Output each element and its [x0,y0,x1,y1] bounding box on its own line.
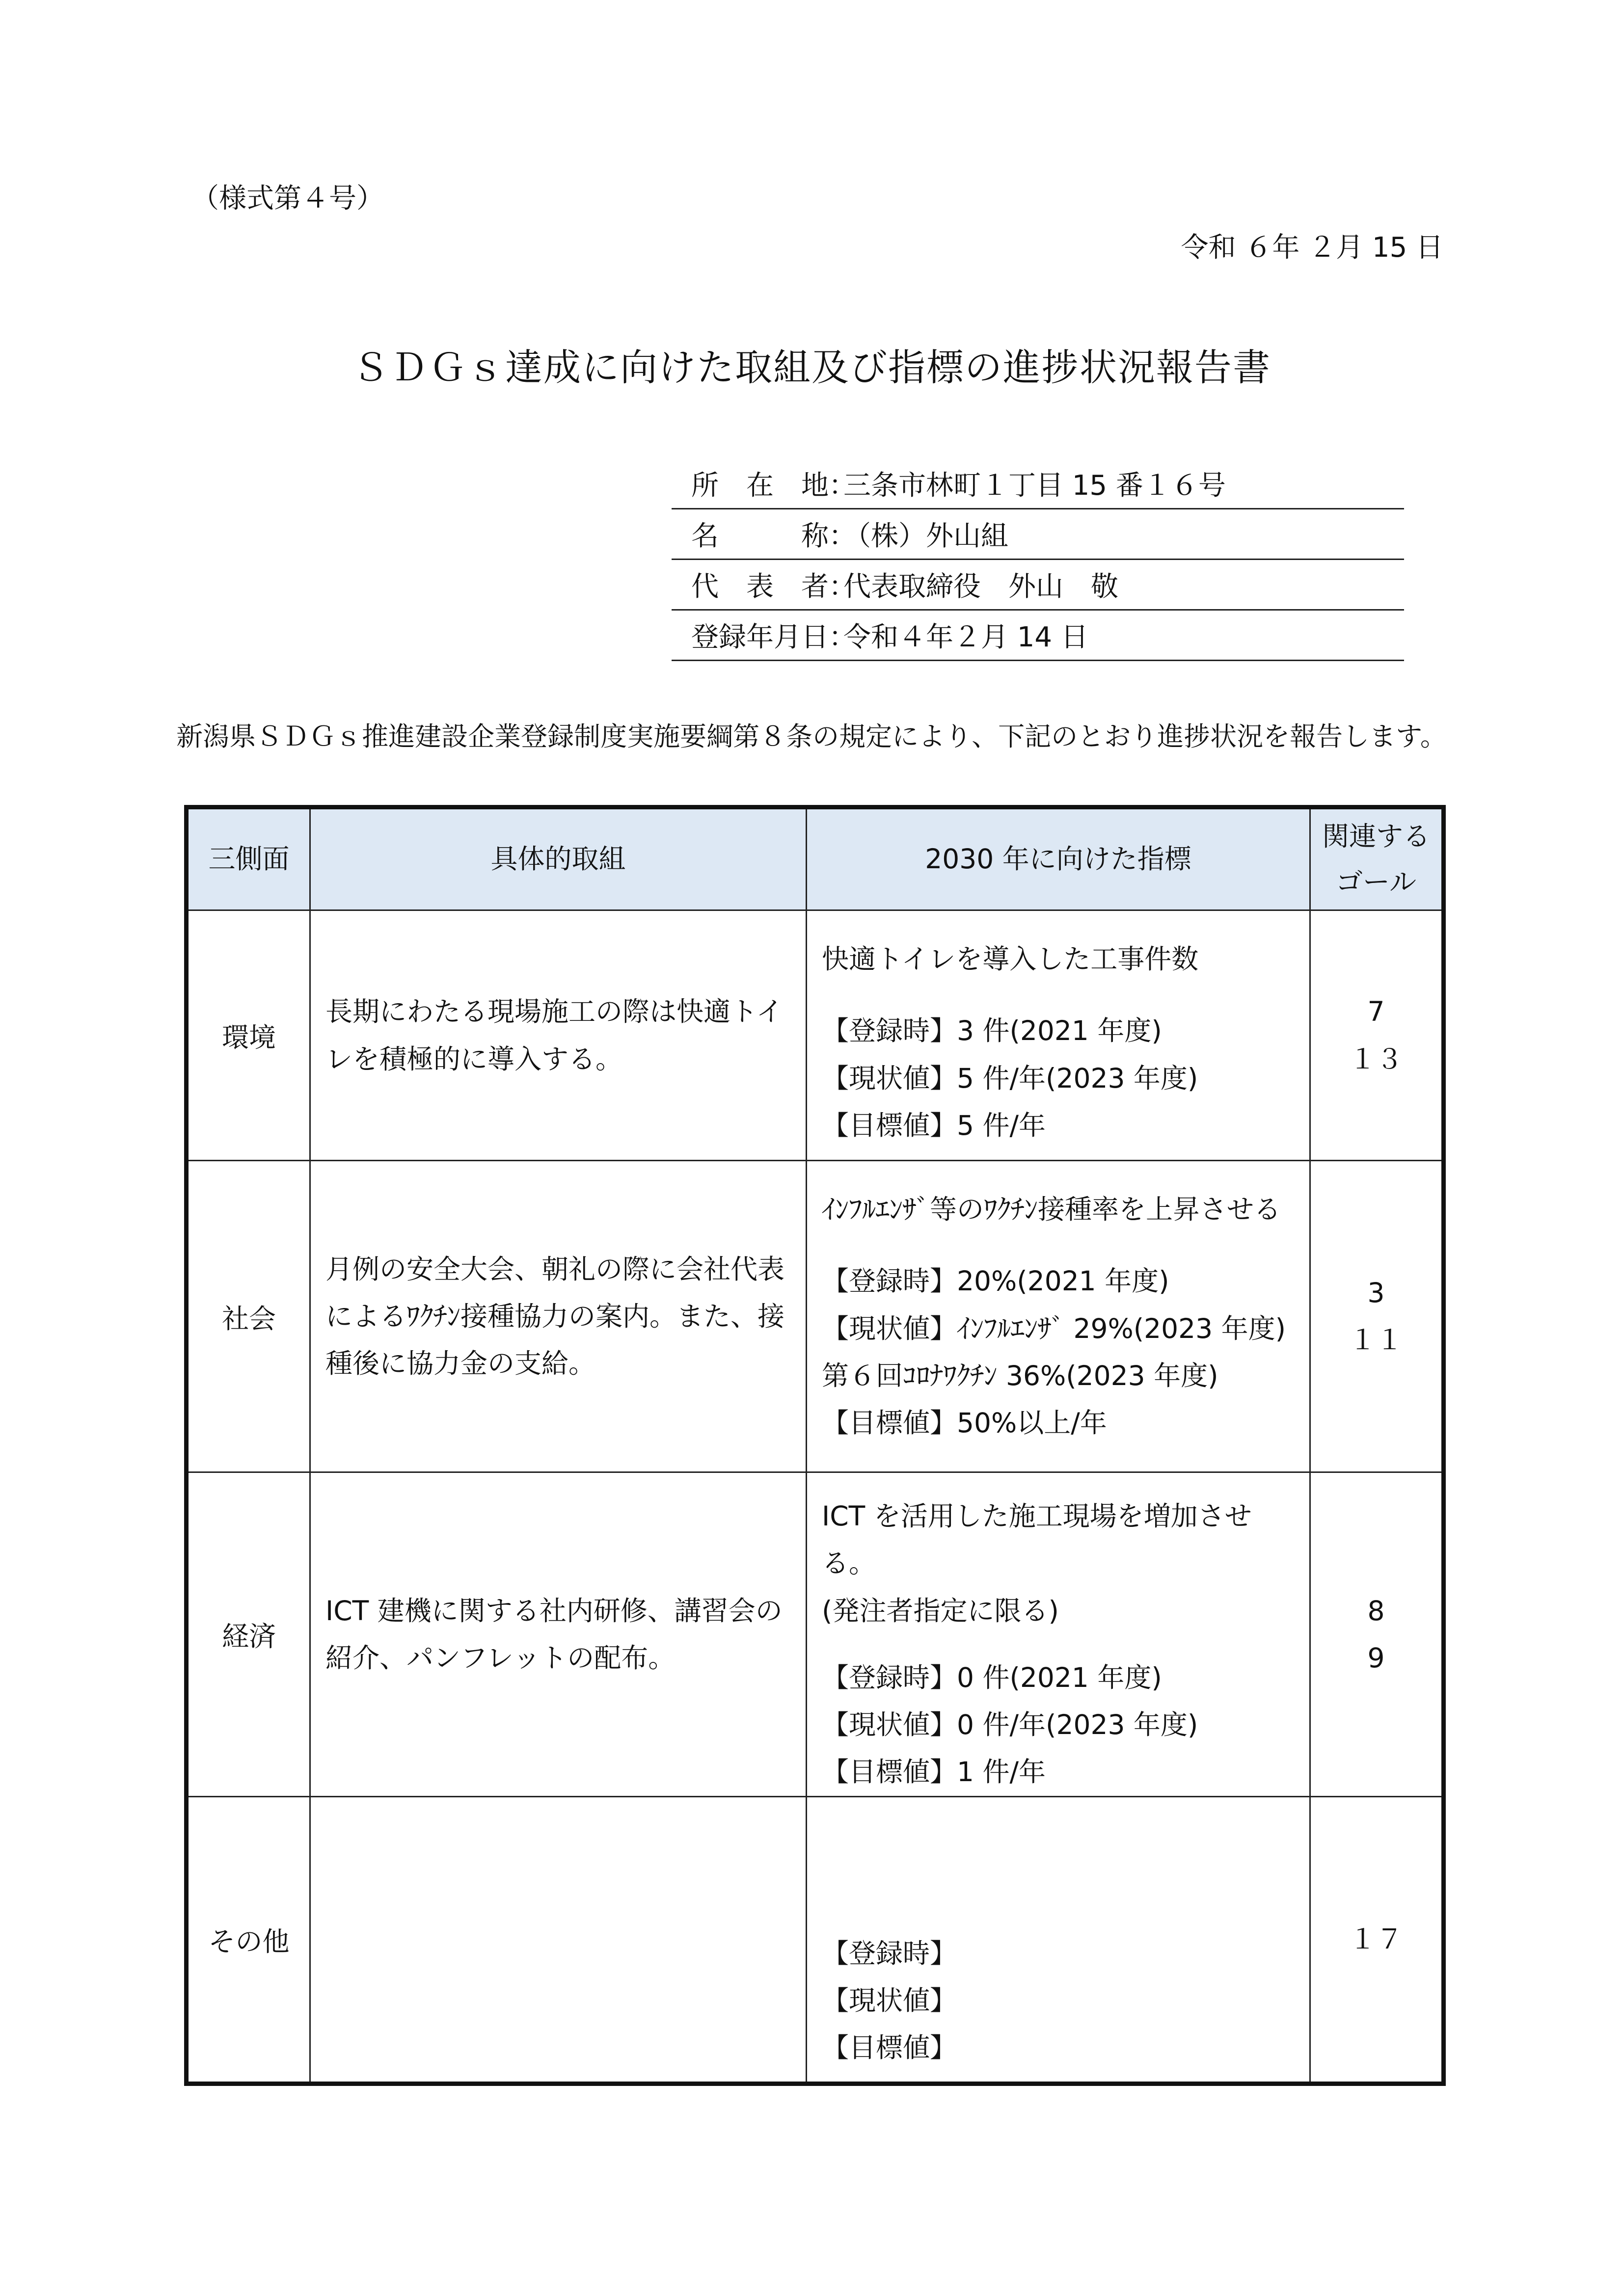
table-row [187,1472,1444,1797]
target-value: 【目標値】 [822,2032,957,2064]
header-side: 三側面 [187,807,310,910]
goal-cell [1310,910,1444,1161]
header-effort: 具体的取組 [310,807,807,910]
indicator-cell [807,910,1310,1161]
current-value: 【現状値】0 件/年(2023 年度) [822,1709,1198,1740]
effort-cell: ICT 建機に関する社内研修、講習会の紹介、パンフレットの配布。 [310,1472,807,1797]
name-label: 名 称： [691,520,856,552]
goal-number: １７ [1349,1923,1403,1955]
form-number: （様式第４号） [191,183,384,214]
current-value: 【現状値】 [822,1985,957,2016]
current-value-2: 第６回ｺﾛﾅﾜｸﾁﾝ 36%(2023 年度) [822,1360,1218,1391]
registered-value: 【登録時】20%(2021 年度) [822,1265,1169,1297]
target-value: 【目標値】5 件/年 [822,1109,1046,1141]
table-row [187,1796,1444,2083]
effort-cell [310,1796,807,2083]
header-indicator: 2030 年に向けた指標 [807,807,1310,910]
indicator-title: 快適トイレを導入した工事件数 [822,943,1199,975]
representative-row [672,560,1404,611]
indicator-cell [807,1796,1310,2083]
goal-number: １１ [1349,1324,1403,1356]
side-cell: 社会 [187,1161,310,1472]
progress-table [184,805,1446,2086]
representative-label: 代 表 者： [691,571,856,603]
location-row [672,459,1404,509]
registered-value: 【登録時】 [822,1937,957,1969]
table-row [187,1161,1444,1472]
target-value: 【目標値】50%以上/年 [822,1407,1107,1439]
table-header-row [187,807,1444,910]
current-value: 【現状値】5 件/年(2023 年度) [822,1062,1198,1094]
current-value: 【現状値】ｲﾝﾌﾙｴﾝｻﾞ 29%(2023 年度) [822,1312,1286,1344]
registration-date-row [672,611,1404,661]
side-cell: その他 [187,1796,310,2083]
indicator-title: ｲﾝﾌﾙｴﾝｻﾞ等のﾜｸﾁﾝ接種率を上昇させる [822,1194,1281,1225]
indicator-title: ICT を活用した施工現場を増加させる。 [822,1500,1252,1579]
intro-text: 新潟県ＳＤＧｓ推進建設企業登録制度実施要綱第８条の規定により、下記のとおり進捗状況を報告します。 [176,721,1447,752]
goal-cell [1310,1472,1444,1797]
goal-cell [1310,1796,1444,2083]
registration-date-label: 登録年月日： [691,621,856,653]
header-goal-line2: ゴール [1336,866,1416,898]
location-value: 三条市林町１丁目 15 番１６号 [843,470,1226,502]
name-value: （株）外山組 [843,520,1008,552]
goal-number: 8 [1367,1595,1385,1627]
goal-number: 7 [1367,996,1385,1028]
report-date: 令和 ６年 ２月 15 日 [1181,232,1443,264]
name-row [672,509,1404,560]
registrant-info [672,459,1404,661]
location-label: 所 在 地： [691,470,856,502]
target-value: 【目標値】1 件/年 [822,1756,1046,1788]
goal-number: 9 [1367,1642,1385,1674]
registration-date-value: 令和４年２月 14 日 [843,621,1088,653]
effort-cell: 長期にわたる現場施工の際は快適トイレを積極的に導入する。 [310,910,807,1161]
registered-value: 【登録時】0 件(2021 年度) [822,1661,1162,1693]
registered-value: 【登録時】3 件(2021 年度) [822,1015,1162,1047]
goal-number: 3 [1367,1277,1385,1308]
table-row [187,910,1444,1161]
indicator-cell [807,1161,1310,1472]
representative-value: 代表取締役 外山 敬 [843,571,1118,603]
effort-cell: 月例の安全大会、朝礼の際に会社代表によるﾜｸﾁﾝ接種協力の案内。また、接種後に協力金の支給。 [310,1161,807,1472]
header-goal-line1: 関連する [1322,820,1430,852]
indicator-cell [807,1472,1310,1797]
side-cell: 環境 [187,910,310,1161]
indicator-title-2: (発注者指定に限る) [822,1595,1059,1627]
page-title: ＳＤＧｓ達成に向けた取組及び指標の進捗状況報告書 [352,346,1271,389]
goal-number: １３ [1349,1043,1403,1075]
side-cell: 経済 [187,1472,310,1797]
header-goal [1310,807,1444,910]
goal-cell [1310,1161,1444,1472]
